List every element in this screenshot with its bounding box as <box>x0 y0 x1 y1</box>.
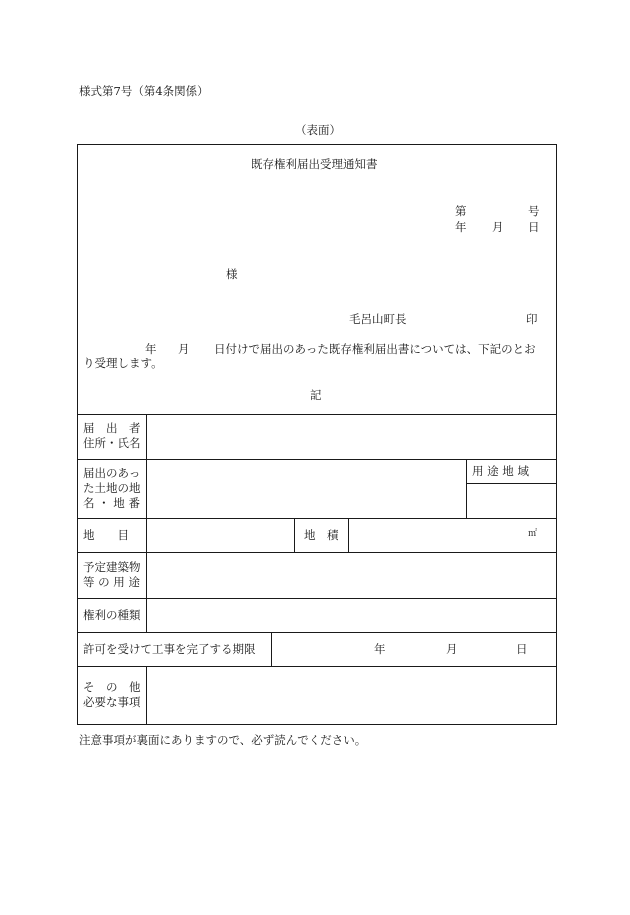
body-year: 年 <box>145 342 157 356</box>
issuer-name: 毛呂山町長 <box>349 312 407 326</box>
right-type-label: 権利の種類 <box>83 608 141 622</box>
form-number: 様式第7号（第4条関係） <box>79 84 209 98</box>
land-label: 届出のあっ た土地の地 名 ・ 地 番 <box>83 466 141 510</box>
seal-mark: 印 <box>526 312 538 326</box>
area-field[interactable] <box>350 520 540 551</box>
chimoku-field[interactable] <box>148 520 293 551</box>
number-prefix: 第 <box>455 204 467 218</box>
other-label: そ の 他 必要な事項 <box>83 680 141 709</box>
row-line <box>77 598 557 599</box>
side-label: （表面） <box>295 123 341 137</box>
other-field[interactable] <box>148 668 554 723</box>
area-unit: ㎡ <box>528 529 538 539</box>
deadline-year-label: 年 <box>374 642 386 656</box>
form-title: 既存権利届出受理通知書 <box>251 157 378 171</box>
zoning-label: 用 途 地 域 <box>472 464 529 478</box>
footnote: 注意事項が裏面にありますので、必ず読んでください。 <box>79 733 367 747</box>
area-column-divider <box>348 518 349 552</box>
date-month-label: 月 <box>492 220 504 234</box>
row-line <box>77 552 557 553</box>
right-type-field[interactable] <box>148 600 554 631</box>
purpose-label: 予定建築物 等 の 用 途 <box>83 560 141 589</box>
body-line2: り受理します。 <box>83 356 163 370</box>
date-year-label: 年 <box>455 220 467 234</box>
deadline-month-label: 月 <box>446 642 458 656</box>
area-column-divider <box>294 518 295 552</box>
applicant-label: 届 出 者 住所・氏名 <box>83 421 141 450</box>
row-line <box>77 632 557 633</box>
applicant-field[interactable] <box>148 416 554 458</box>
row-line <box>77 518 557 519</box>
zoning-divider <box>466 483 556 484</box>
row-line <box>77 459 557 460</box>
table-top-line <box>77 414 557 415</box>
purpose-field[interactable] <box>148 554 554 597</box>
label-column-divider <box>146 666 147 724</box>
deadline-day-label: 日 <box>516 642 528 656</box>
body-line1: 日付けで届出のあった既存権利届出書については、下記のとお <box>214 342 536 356</box>
addressee-suffix: 様 <box>226 267 238 281</box>
ki-mark: 記 <box>310 388 322 402</box>
deadline-label: 許可を受けて工事を完了する期限 <box>83 642 256 656</box>
area-label: 地 積 <box>304 528 339 542</box>
label-column-divider <box>146 414 147 632</box>
land-field[interactable] <box>148 461 464 517</box>
number-suffix: 号 <box>528 204 540 218</box>
body-month: 月 <box>178 342 190 356</box>
zoning-field[interactable] <box>468 485 555 517</box>
date-day-label: 日 <box>528 220 540 234</box>
deadline-column-divider <box>271 632 272 666</box>
zoning-column-divider <box>466 459 467 518</box>
row-line <box>77 666 557 667</box>
chimoku-label: 地 目 <box>83 528 129 542</box>
